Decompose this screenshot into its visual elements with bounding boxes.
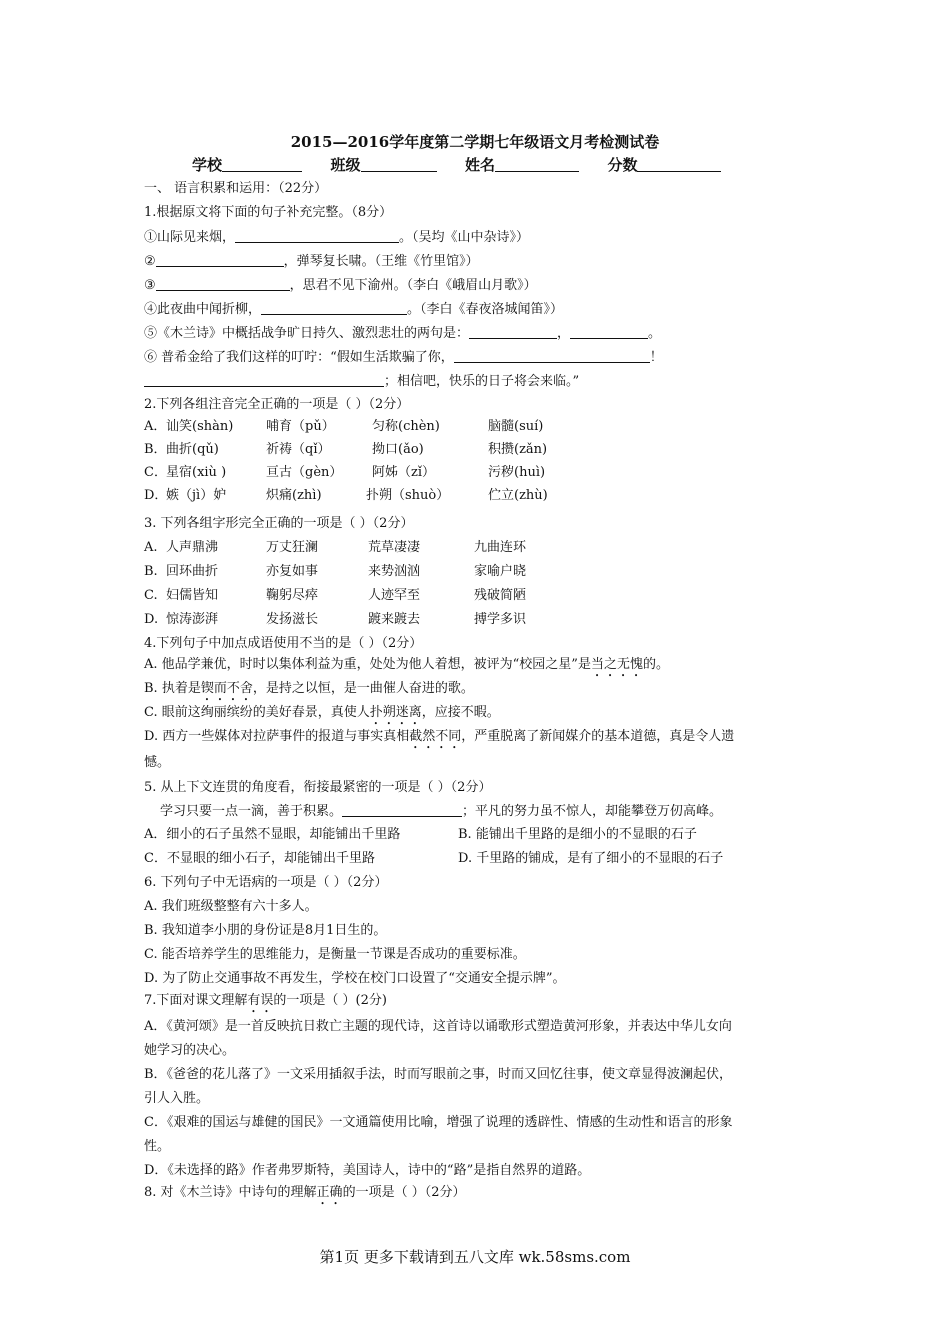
q3-option: 踱来踱去 (368, 612, 421, 627)
answer-blank[interactable] (156, 252, 284, 267)
question-1-stem: 1.根据原文将下面的句子补充完整。（8分） (144, 205, 393, 220)
q2-label-d: D． (144, 488, 168, 503)
answer-blank[interactable] (570, 324, 648, 339)
answer-blank[interactable] (261, 300, 407, 315)
question-1-item-5: ⑤《木兰诗》中概括战争旷日持久、激烈悲壮的两句是： ， 。 (144, 326, 662, 341)
question-1-item-6: ⑥ 普希金给了我们这样的叮咛：“假如生活欺骗了你， ！ (144, 350, 663, 365)
q3-label-c: C. (144, 588, 158, 603)
question-1-item-1: ①山际见来烟， 。（吴均《山中杂诗》） (144, 230, 530, 245)
question-4-option-d-cont: 憾。 (144, 755, 171, 770)
score-field[interactable] (637, 157, 721, 172)
question-7-option-a: A．《黄河颂》是一首反映抗日救亡主题的现代诗，这首诗以诵歌形式塑造黄河形象，并表达中华儿女向 (144, 1019, 732, 1034)
question-7-stem: 7.下面对课文理解有误的一项是（ ）(2分) (144, 993, 387, 1008)
question-5-stem: 5. 从上下文连贯的角度看，衔接最紧密的一项是（ ）（2分） (144, 780, 492, 795)
section-heading: 一、 语言积累和运用：（22分） (144, 181, 328, 196)
q2-option: 炽痛(zhì) (266, 488, 322, 503)
q2-option: 讪笑(shàn) (166, 419, 234, 434)
q2-option: 阿姊（zǐ） (372, 465, 436, 480)
q3-option: 妇儒皆知 (166, 588, 219, 603)
question-7-option-c: C．《艰难的国运与雄健的国民》一文通篇使用比喻，增强了说理的透辟性、情感的生动性和语言的形象 (144, 1115, 733, 1130)
q2-option: 哺育（pǔ） (266, 419, 335, 434)
class-label: 班级 (330, 156, 361, 174)
question-4-option-c: C. 眼前这绚丽缤纷的美好春景，真使人扑朔迷离，应接不暇。 (144, 705, 500, 720)
question-1-item-2: ② ，弹琴复长啸。（王维《竹里馆》） (144, 254, 479, 269)
q3-option: 亦复如事 (266, 564, 319, 579)
q2-option: 伫立(zhù) (488, 488, 548, 503)
page-footer: 第1页 更多下载请到五八文库 wk.58sms.com (319, 1248, 631, 1266)
question-8-stem: 8. 对《木兰诗》中诗句的理解正确的一项是（ ）（2分） (144, 1185, 466, 1200)
q2-option: 拗口(ǎo) (372, 442, 424, 457)
name-label: 姓名 (464, 156, 495, 174)
question-6-option-c: C. 能否培养学生的思维能力，是衡量一节课是否成功的重要标准。 (144, 947, 526, 962)
q2-label-c: C． (144, 465, 167, 480)
dotted-keyword: 有误 (247, 993, 274, 1008)
answer-blank[interactable] (235, 228, 399, 243)
answer-blank[interactable] (156, 276, 290, 291)
question-3-stem: 3. 下列各组字形完全正确的一项是（ ）（2分） (144, 516, 414, 531)
q2-option: 亘古（gèn） (266, 465, 343, 480)
question-7-option-c-cont: 性。 (144, 1139, 171, 1154)
question-4-option-d: D. 西方一些媒体对拉萨事件的报道与事实真相截然不同，严重脱离了新闻媒介的基本道德，真是令人遗 (144, 729, 735, 744)
question-7-option-d: D．《未选择的路》作者弗罗斯特，美国诗人，诗中的“路”是指自然界的道路。 (144, 1163, 591, 1178)
question-4-option-b: B. 执着是锲而不舍，是持之以恒，是一曲催人奋进的歌。 (144, 681, 474, 696)
question-4-stem: 4.下列句子中加点成语使用不当的是（ ）（2分） (144, 636, 423, 651)
question-7-option-a-cont: 她学习的决心。 (144, 1043, 236, 1058)
question-5-option-c: C．不显眼的细小石子，却能铺出千里路 (144, 851, 375, 866)
q2-option: 积攒(zǎn) (488, 442, 548, 457)
question-5-passage: 学习只要一点一滴，善于积累。 ；平凡的努力虽不惊人，却能攀登万仞高峰。 (160, 804, 723, 819)
q3-label-d: D. (144, 612, 159, 627)
question-5-option-b: B. 能铺出千里路的是细小的不显眼的石子 (458, 827, 697, 842)
q3-option: 家喻户晓 (474, 564, 527, 579)
q3-option: 发扬滋长 (266, 612, 319, 627)
answer-blank[interactable] (454, 348, 650, 363)
question-7-option-b-cont: 引人入胜。 (144, 1091, 210, 1106)
question-7-option-b: B．《爸爸的花儿落了》一文采用插叙手法，时而写眼前之事，时而又回忆往事，使文章显得波澜起伏， (144, 1067, 733, 1082)
question-5-option-a: A．细小的石子虽然不显眼，却能铺出千里路 (144, 827, 401, 842)
question-6-option-d: D. 为了防止交通事故不再发生，学校在校门口设置了“交通安全提示牌”。 (144, 971, 566, 986)
q2-label-b: B． (144, 442, 167, 457)
q3-option: 荒草凄凄 (368, 540, 421, 555)
q2-option: 匀称(chèn) (372, 419, 440, 434)
q3-label-b: B. (144, 564, 158, 579)
question-6-stem: 6. 下列句子中无语病的一项是（ ）（2分） (144, 875, 388, 890)
q3-option: 来势汹汹 (368, 564, 421, 579)
name-field[interactable] (495, 157, 579, 172)
question-5-option-d: D. 千里路的铺成，是有了细小的不显眼的石子 (458, 851, 724, 866)
q2-option: 脑髓(suí) (488, 419, 544, 434)
q3-option: 残破简陋 (474, 588, 527, 603)
school-field[interactable] (222, 157, 302, 172)
question-6-option-b: B. 我知道李小朋的身份证是8月1日生的。 (144, 923, 387, 938)
dotted-idiom: 扑朔迷离 (369, 705, 422, 720)
student-info-row (192, 155, 721, 175)
school-label: 学校 (192, 156, 223, 174)
question-6-option-a: A. 我们班级整整有六十多人。 (144, 899, 318, 914)
class-field[interactable] (361, 157, 437, 172)
question-1-item-3: ③ ，思君不见下渝州。（李白《峨眉山月歌》） (144, 278, 537, 293)
q2-option: 嫉（jì）妒 (166, 488, 227, 503)
dotted-idiom: 当之无愧 (590, 657, 643, 672)
dotted-idiom: 截然不同 (409, 729, 462, 744)
q3-label-a: A. (144, 540, 158, 555)
q2-option: 星宿(xiù ) (166, 465, 227, 480)
question-1-item-4: ④此夜曲中闻折柳， 。（李白《春夜洛城闻笛》） (144, 302, 564, 317)
answer-blank[interactable] (342, 802, 462, 817)
q3-option: 惊涛澎湃 (166, 612, 219, 627)
q3-option: 搏学多识 (474, 612, 527, 627)
question-4-option-a: A. 他品学兼优，时时以集体利益为重，处处为他人着想，被评为“校园之星”是当之无愧的。 (144, 657, 669, 672)
answer-blank[interactable] (469, 324, 557, 339)
q2-option: 扑朔（shuò） (366, 488, 450, 503)
question-1-item-6-cont: ；相信吧，快乐的日子将会来临。” (144, 372, 579, 391)
q3-option: 万丈狂澜 (266, 540, 319, 555)
q3-option: 人声鼎沸 (166, 540, 219, 555)
dotted-idiom: 锲而不舍 (200, 681, 253, 696)
q3-option: 回环曲折 (166, 564, 219, 579)
question-2-stem: 2.下列各组注音完全正确的一项是（ ）（2分） (144, 397, 410, 412)
score-label: 分数 (607, 156, 638, 174)
answer-blank[interactable] (144, 372, 384, 387)
q3-option: 鞠躬尽瘁 (266, 588, 319, 603)
q2-option: 祈祷（qǐ） (266, 442, 331, 457)
q3-option: 九曲连环 (474, 540, 527, 555)
q2-label-a: A． (144, 419, 167, 434)
q3-option: 人迹罕至 (368, 588, 421, 603)
dotted-keyword: 正确 (316, 1185, 343, 1200)
q2-option: 曲折(qǔ) (166, 442, 219, 457)
page-title: 2015—2016学年度第二学期七年级语文月考检测试卷 (290, 133, 660, 151)
q2-option: 污秽(huì) (488, 465, 546, 480)
